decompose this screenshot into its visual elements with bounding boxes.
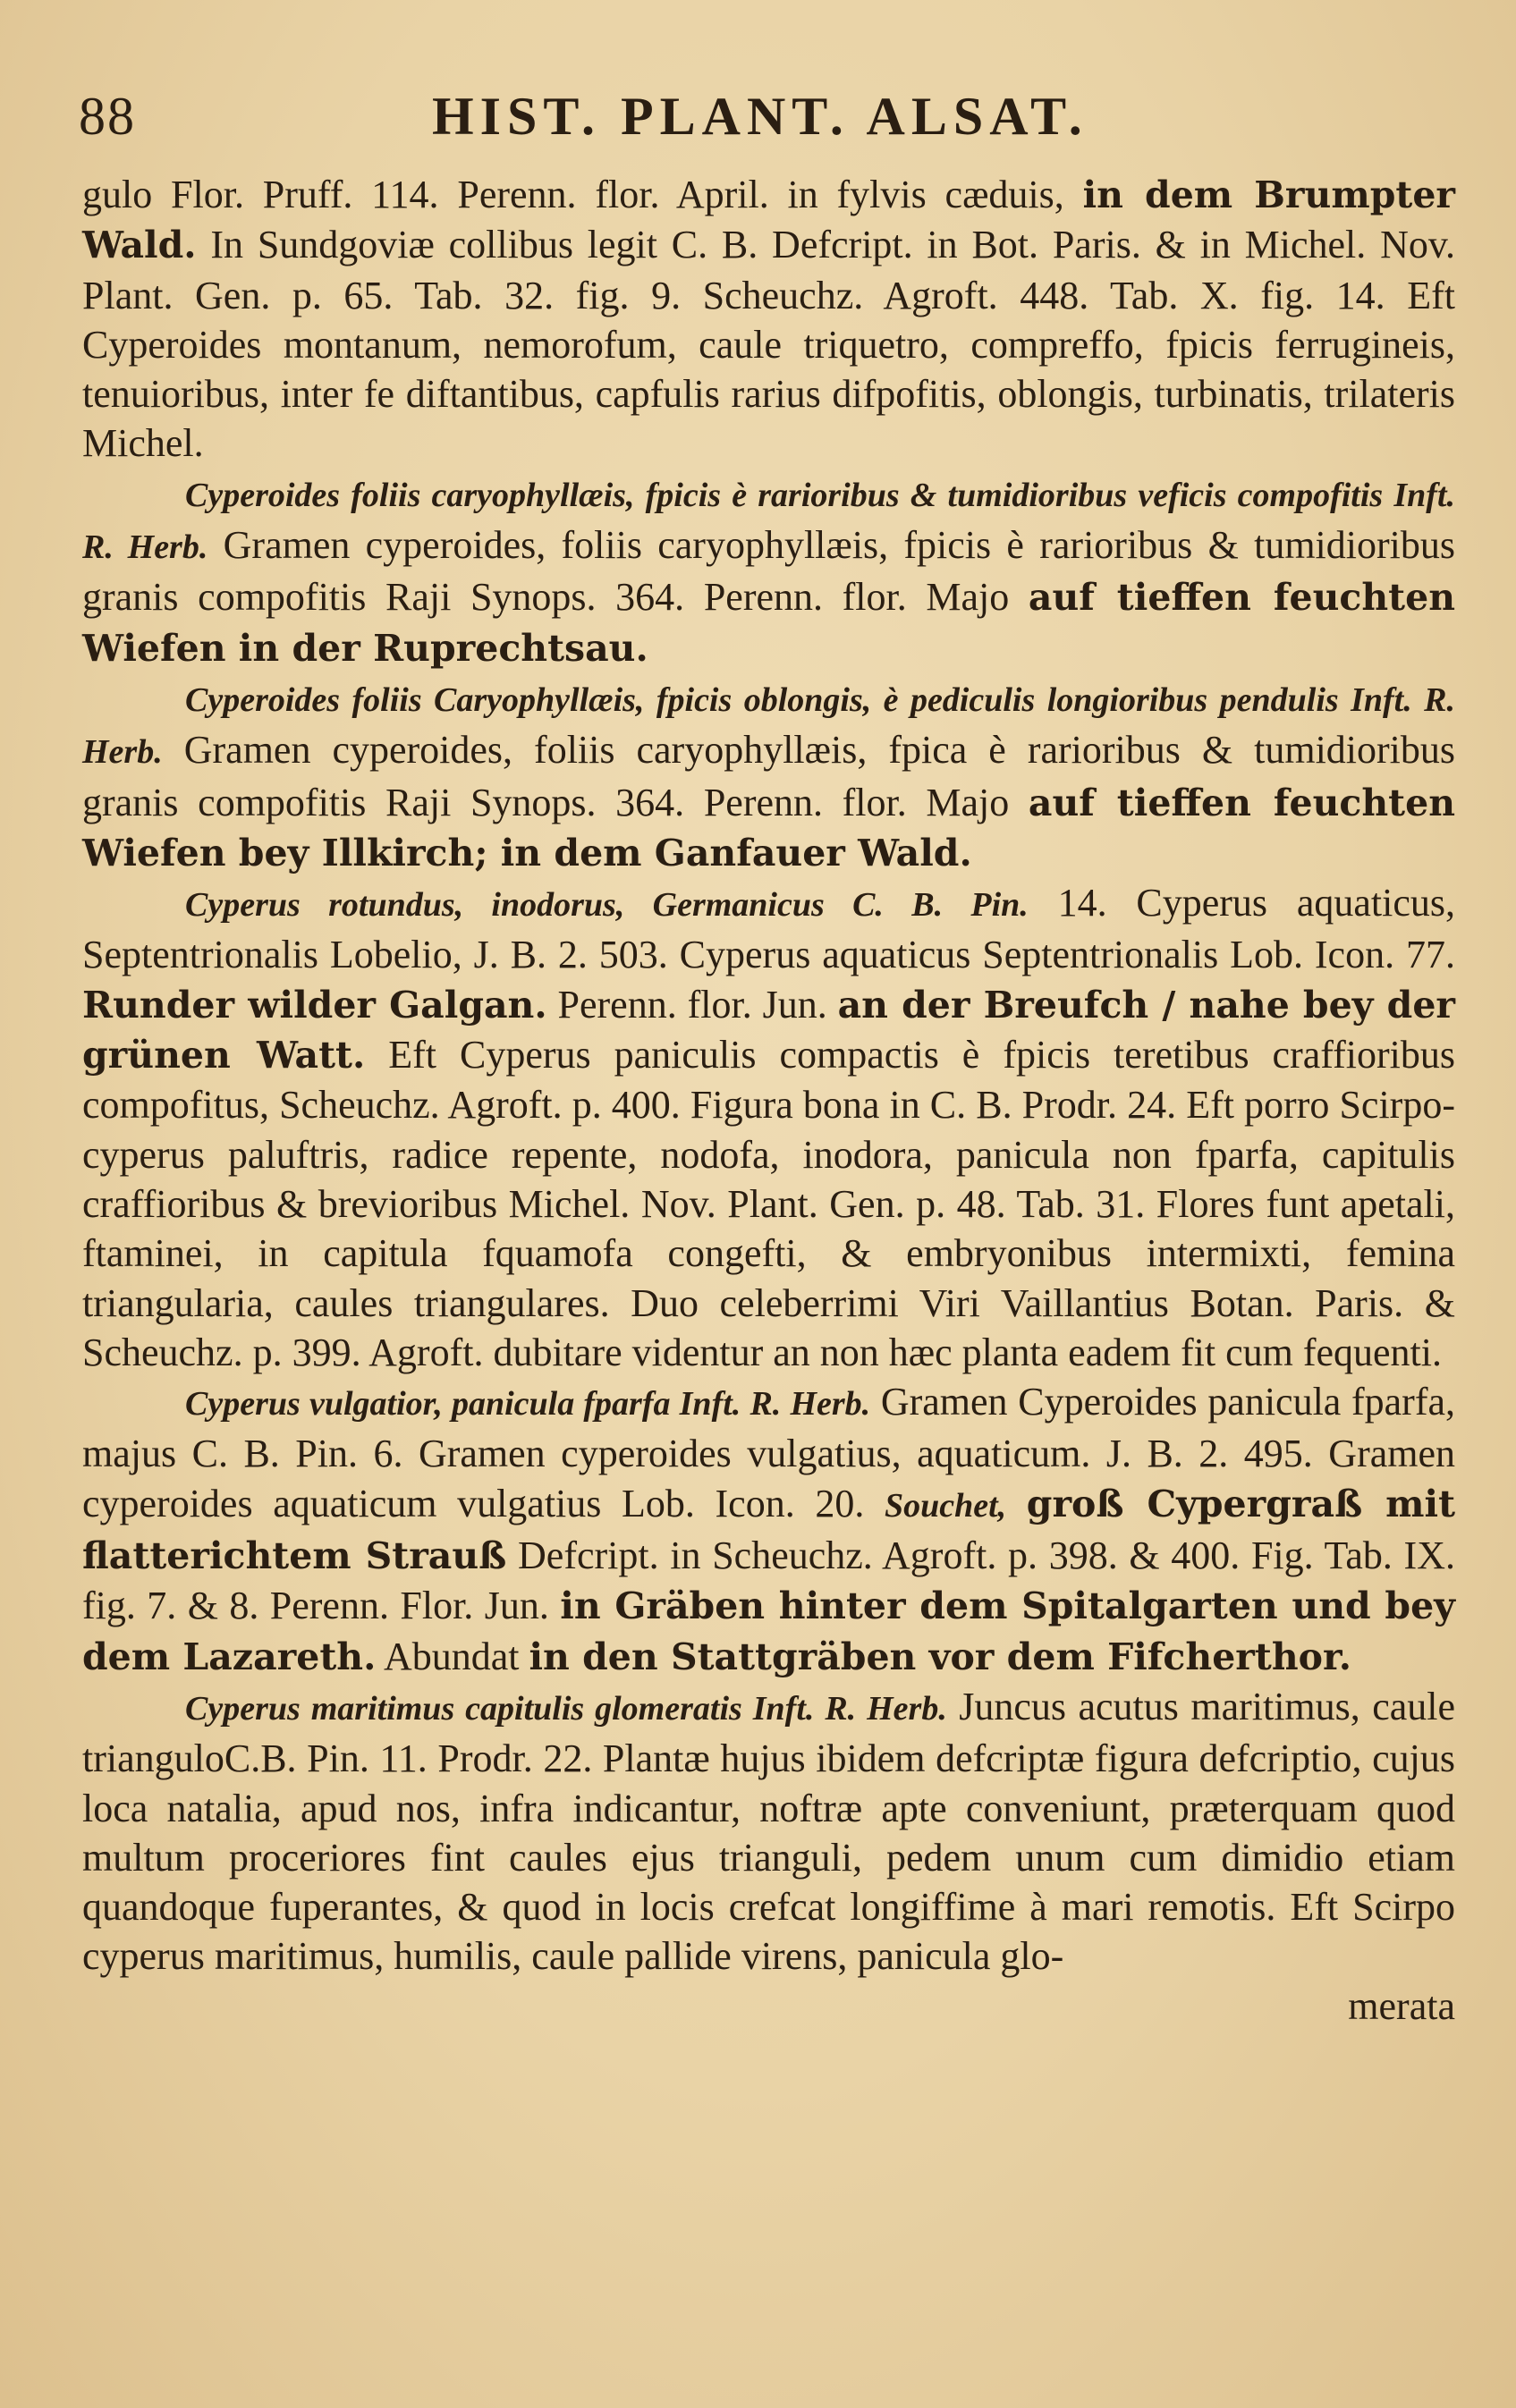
latin-text: Gramen Cyperoides panicula fparfa, majus C. B. Pin. 6. Gramen cyperoides vulgatius, aquaticum. J. B. 2. 495. Gramen cyperoides aquaticum vulgatius Lob. Icon. 20.	[82, 1380, 1456, 1525]
latin-text: Defcript. in Scheuchz. Agroft. p. 398. & 400. Fig. Tab. IX. fig. 7. & 8. Perenn. Flor. Jun.	[82, 1534, 1455, 1628]
entry-cyperoides-caryophyllaeis-oblongis	[82, 673, 1455, 878]
german-text: auf tieffen feuchten Wiefen bey Illkirch; in dem Ganfauer Wald.	[82, 781, 1456, 874]
entry-cyperus-vulgatior	[82, 1377, 1455, 1682]
latin-text: Juncus acutus maritimus, caule trianguloC.B. Pin. 11. Prodr. 22. Plantæ hujus ibidem defcriptæ figura defcriptio, cujus loca natalia, apud nos, infra indicantur, noftræ apte conveniunt, præterquam quod multum proceriores fint caules ejus trianguli, pedem unum cum dimidio etiam quandoque fuperantes, & quod in locis crefcat longiffime à mari remotis. Eft Scirpo cyperus maritimus, humilis, caule pallide virens, panicula glo-	[82, 1684, 1456, 1979]
latin-text: gulo Flor. Pruff. 114. Perenn. flor. April. in fylvis cæduis,	[82, 173, 1064, 216]
species-name: Cyperus maritimus capitulis glomeratis Inft. R. Herb.	[185, 1689, 947, 1728]
german-text: in den Stattgräben vor dem Fifcherthor.	[529, 1635, 1352, 1678]
german-text: in Gräben hinter dem Spitalgarten und bey dem Lazareth.	[82, 1584, 1455, 1678]
latin-text: Perenn. flor. Jun.	[557, 982, 827, 1027]
german-text: an der Breufch / nahe bey der grünen Watt.	[82, 983, 1456, 1077]
paragraph-carex-continuation	[82, 170, 1455, 469]
species-name: Cyperus vulgatior, panicula fparfa Inft. R. Herb.	[185, 1385, 871, 1424]
french-name: Souchet,	[884, 1486, 1007, 1525]
latin-text: In Sundgoviæ collibus legit C. B. Defcript. in Bot. Paris. & in Michel. Nov. Plant. Gen. p. 65. Tab. 32. fig. 9. Scheuchz. Agroft. 448. Tab. X. fig. 14. Eft Cyperoides montanum, nemorofum, caule triquetro, compreffo, fpicis ferrugineis, tenuioribus, inter fe diftantibus, capfulis rarius difpofitis, oblongis, turbinatis, trilateris Michel.	[82, 223, 1455, 466]
latin-text: Gramen cyperoides, foliis caryophyllæis, fpicis è rarioribus & tumidioribus granis compofitis Raji Synops. 364. Perenn. flor. Majo	[82, 523, 1455, 620]
entry-cyperus-maritimus	[82, 1682, 1455, 1981]
catchword: merata	[1348, 1983, 1455, 2028]
species-name: Cyperoides foliis Caryophyllæis, fpicis oblongis, è pediculis longioribus pendulis Inft. R. Herb.	[82, 680, 1455, 772]
latin-text: Gramen cyperoides, foliis caryophyllæis, fpica è rarioribus & tumidioribus granis compofitis Raji Synops. 364. Perenn. flor. Majo	[82, 728, 1456, 824]
german-text: groß Cypergraß mit flatterichtem Strauß	[82, 1482, 1456, 1578]
species-name: Cyperoides foliis caryophyllæis, fpicis è rarioribus & tumidioribus veficis compofitis Inft. R. Herb.	[82, 476, 1455, 567]
latin-text: Abundat	[383, 1634, 520, 1678]
entry-cyperus-rotundus	[82, 878, 1455, 1377]
german-text: in dem Brumpter Wald.	[82, 173, 1456, 267]
latin-text: 14. Cyperus aquaticus, Septentrionalis Lobelio, J. B. 2. 503. Cyperus aquaticus Septentrionalis Lob. Icon. 77.	[82, 881, 1456, 977]
running-header	[79, 86, 1453, 157]
page-number: 88	[79, 87, 136, 146]
german-text: Runder wilder Galgan.	[82, 983, 547, 1027]
running-title: HIST. PLANT. ALSAT.	[432, 87, 1088, 146]
latin-text: Eft Cyperus paniculis compactis è fpicis teretibus craffioribus compofitus, Scheuchz. Agroft. p. 400. Figura bona in C. B. Prodr. 24. Eft porro Scirpo-cyperus paluftris, radice repente, nodofa, inodora, panicula non fparfa, capitulis craffioribus & brevioribus Michel. Nov. Plant. Gen. p. 48. Tab. 31. Flores funt apetali, ftaminei, in capitula fquamofa congefti, & embryonibus intermixti, femina triangularia, caules triangulares. Duo celeberrimi Viri Vaillantius Botan. Paris. & Scheuchz. p. 399. Agroft. dubitare videntur an non hæc planta eadem fit cum fequenti.	[82, 1033, 1455, 1374]
entry-cyperoides-caryophyllaeis-rarioribus	[82, 469, 1455, 673]
german-text: auf tieffen feuchten Wiefen in der Ruprechtsau.	[82, 576, 1456, 670]
text-block	[82, 170, 1455, 2031]
species-name: Cyperus rotundus, inodorus, Germanicus C. B. Pin.	[185, 886, 1029, 925]
